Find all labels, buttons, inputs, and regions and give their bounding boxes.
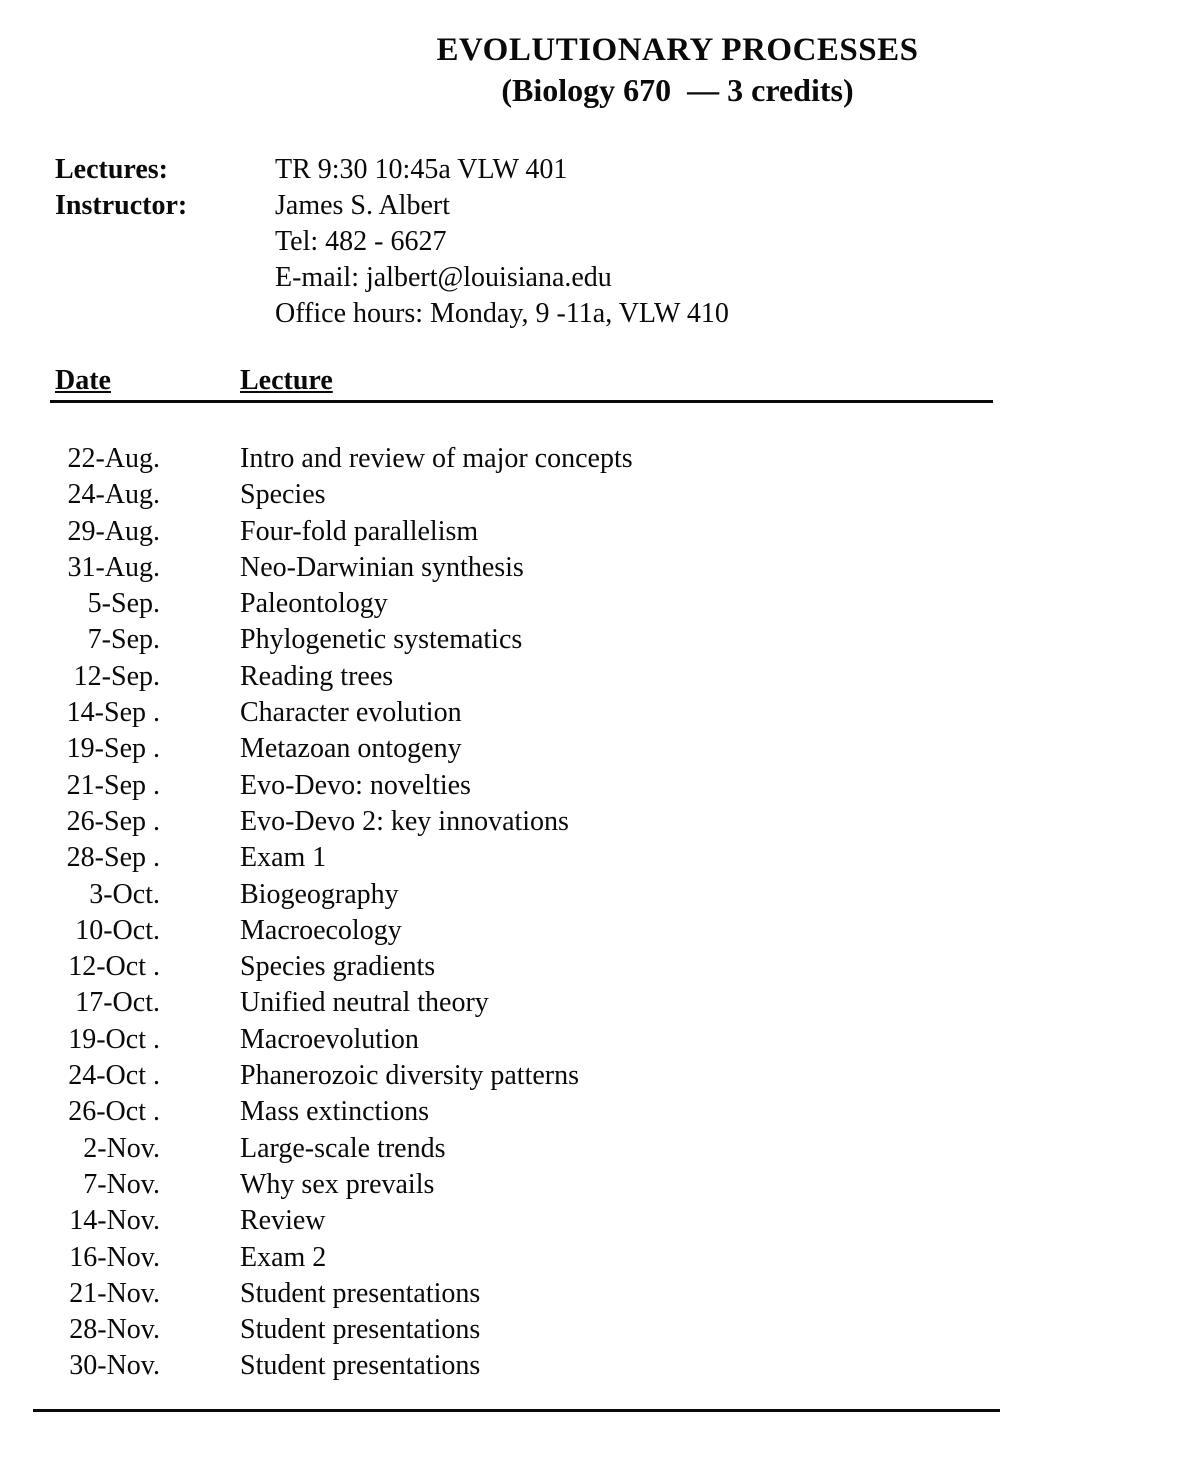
table-row bbox=[55, 768, 1200, 804]
schedule-lecture-topic: Student presentations bbox=[240, 1277, 481, 1309]
schedule-date: 14-Nov. bbox=[69, 1205, 160, 1237]
schedule-lecture-topic: Macroecology bbox=[240, 914, 402, 946]
table-row bbox=[55, 224, 1200, 260]
schedule-lecture-topic: Reading trees bbox=[240, 660, 394, 692]
schedule-header bbox=[50, 366, 993, 403]
table-row bbox=[55, 550, 1200, 586]
schedule-date: 31-Aug. bbox=[67, 551, 160, 583]
schedule-lecture-topic: Exam 2 bbox=[240, 1241, 327, 1273]
table-row bbox=[55, 985, 1200, 1021]
table-row bbox=[55, 1167, 1200, 1203]
schedule-lecture-topic: Why sex prevails bbox=[240, 1168, 435, 1200]
table-row bbox=[55, 659, 1200, 695]
table-row bbox=[55, 586, 1200, 622]
schedule-date: 24-Aug. bbox=[67, 479, 160, 511]
info-label bbox=[55, 224, 275, 260]
schedule-date: 22-Aug. bbox=[67, 443, 160, 474]
schedule-date: 5-Sep. bbox=[87, 588, 160, 620]
date-column-header: Date bbox=[55, 365, 111, 396]
info-label bbox=[55, 296, 275, 332]
table-row bbox=[55, 1348, 1200, 1384]
table-row bbox=[55, 840, 1200, 876]
table-row bbox=[55, 731, 1200, 767]
schedule-date: 2-Nov. bbox=[83, 1132, 160, 1164]
table-row bbox=[55, 1131, 1200, 1167]
table-row bbox=[55, 949, 1200, 985]
course-subtitle: (Biology 670 — 3 credits) bbox=[501, 72, 854, 108]
schedule-lecture-topic: Student presentations bbox=[240, 1314, 481, 1346]
table-row bbox=[55, 1240, 1200, 1276]
schedule-lecture-topic: Evo-Devo: novelties bbox=[240, 769, 471, 801]
table-row bbox=[55, 1094, 1200, 1130]
course-title: EVOLUTIONARY PROCESSES bbox=[436, 32, 919, 68]
info-label: Lectures: bbox=[55, 154, 168, 185]
schedule-date: 3-Oct. bbox=[89, 878, 160, 910]
table-row bbox=[55, 477, 1200, 513]
schedule-lecture-topic: Exam 1 bbox=[240, 842, 327, 874]
page-title bbox=[155, 0, 1200, 110]
schedule-date: 7-Nov. bbox=[83, 1168, 160, 1200]
info-value: Tel: 482 - 6627 bbox=[275, 226, 447, 257]
schedule-date: 24-Oct . bbox=[68, 1060, 160, 1092]
schedule-date: 17-Oct. bbox=[75, 987, 160, 1019]
schedule-lecture-topic: Unified neutral theory bbox=[240, 987, 489, 1019]
table-row bbox=[55, 514, 1200, 550]
schedule-date: 19-Oct . bbox=[68, 1023, 160, 1055]
schedule-lecture-topic: Biogeography bbox=[240, 878, 399, 910]
schedule-lecture-topic: Intro and review of major concepts bbox=[240, 443, 633, 474]
schedule-date: 21-Sep . bbox=[66, 769, 160, 801]
schedule-lecture-topic: Character evolution bbox=[240, 697, 462, 729]
schedule-lecture-topic: Neo-Darwinian synthesis bbox=[240, 551, 524, 583]
schedule-date: 30-Nov. bbox=[69, 1350, 160, 1382]
bottom-divider bbox=[33, 1409, 1000, 1412]
table-row bbox=[55, 1203, 1200, 1239]
schedule-table bbox=[55, 441, 1200, 1385]
schedule-lecture-topic: Large-scale trends bbox=[240, 1132, 446, 1164]
schedule-lecture-topic: Student presentations bbox=[240, 1350, 481, 1382]
schedule-date: 28-Sep . bbox=[66, 842, 160, 874]
table-row bbox=[55, 804, 1200, 840]
table-row bbox=[55, 188, 1200, 224]
info-value: E-mail: jalbert@louisiana.edu bbox=[275, 262, 612, 293]
table-row bbox=[55, 296, 1200, 332]
schedule-date: 14-Sep . bbox=[66, 697, 160, 729]
schedule-lecture-topic: Species bbox=[240, 479, 326, 511]
table-row bbox=[55, 152, 1200, 188]
schedule-lecture-topic: Phylogenetic systematics bbox=[240, 624, 523, 656]
schedule-date: 12-Oct . bbox=[68, 951, 160, 983]
table-row bbox=[55, 622, 1200, 658]
schedule-lecture-topic: Phanerozoic diversity patterns bbox=[240, 1060, 580, 1092]
schedule-lecture-topic: Evo-Devo 2: key innovations bbox=[240, 805, 569, 837]
schedule-date: 26-Oct . bbox=[68, 1096, 160, 1128]
schedule-lecture-topic: Metazoan ontogeny bbox=[240, 733, 462, 765]
schedule-date: 19-Sep . bbox=[66, 733, 160, 765]
table-row bbox=[55, 1276, 1200, 1312]
schedule-date: 10-Oct. bbox=[75, 914, 160, 946]
table-row bbox=[55, 695, 1200, 731]
info-value: Office hours: Monday, 9 -11a, VLW 410 bbox=[275, 298, 729, 329]
schedule-date: 29-Aug. bbox=[67, 515, 160, 547]
schedule-lecture-topic: Mass extinctions bbox=[240, 1096, 429, 1128]
schedule-date: 26-Sep . bbox=[66, 805, 160, 837]
schedule-date: 21-Nov. bbox=[69, 1277, 160, 1309]
table-row bbox=[55, 441, 1200, 477]
table-row bbox=[55, 1312, 1200, 1348]
schedule-date: 12-Sep. bbox=[73, 660, 160, 692]
info-label bbox=[55, 260, 275, 296]
info-label: Instructor: bbox=[55, 190, 188, 221]
schedule-lecture-topic: Paleontology bbox=[240, 588, 388, 620]
schedule-date: 16-Nov. bbox=[69, 1241, 160, 1273]
table-row bbox=[55, 913, 1200, 949]
info-value: TR 9:30 10:45a VLW 401 bbox=[275, 154, 568, 185]
schedule-lecture-topic: Macroevolution bbox=[240, 1023, 419, 1055]
schedule-lecture-topic: Four-fold parallelism bbox=[240, 515, 479, 547]
lecture-column-header: Lecture bbox=[240, 365, 333, 396]
info-value: James S. Albert bbox=[275, 190, 450, 221]
schedule-lecture-topic: Review bbox=[240, 1205, 326, 1237]
course-info-block bbox=[55, 152, 1200, 332]
schedule-lecture-topic: Species gradients bbox=[240, 951, 436, 983]
table-row bbox=[55, 1022, 1200, 1058]
schedule-date: 28-Nov. bbox=[69, 1314, 160, 1346]
table-row bbox=[55, 877, 1200, 913]
schedule-date: 7-Sep. bbox=[87, 624, 160, 656]
table-row bbox=[55, 260, 1200, 296]
table-row bbox=[55, 1058, 1200, 1094]
